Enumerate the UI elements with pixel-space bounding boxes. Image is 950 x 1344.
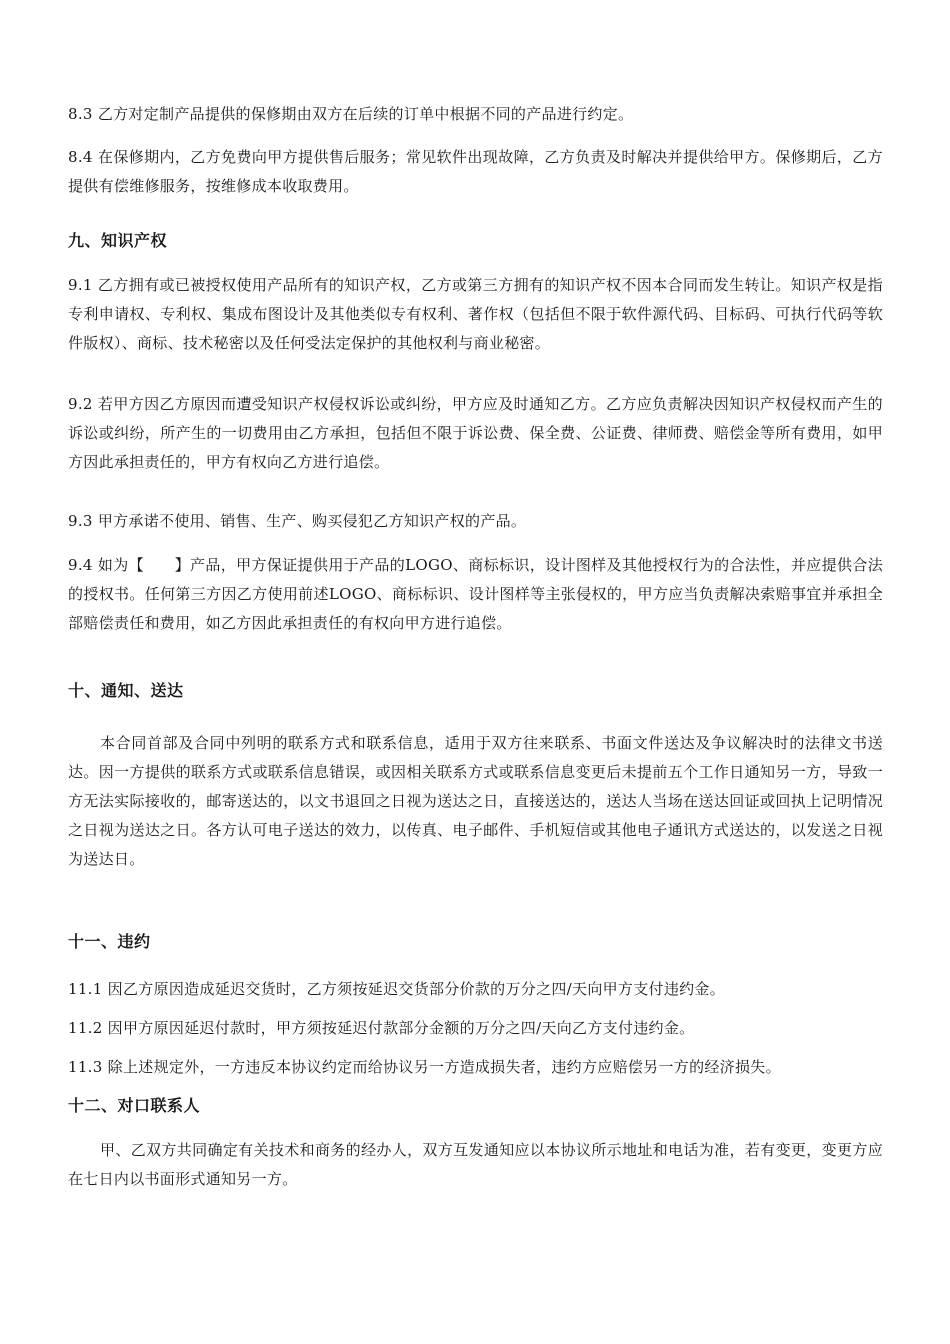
section-10-heading: 十、通知、送达 <box>68 681 184 700</box>
clause-8-4: 8.4 在保修期内，乙方免费向甲方提供售后服务；常见软件出现故障，乙方负责及时解决并提供给甲方。保修期后，乙方提供有偿维修服务，按维修成本收取费用。 <box>68 148 883 195</box>
clause-9-4: 9.4 如为【 】产品，甲方保证提供用于产品的LOGO、商标标识，设计图样及其他授权行为的合法性，并应提供合法的授权书。任何第三方因乙方使用前述LOGO、商标标识、设计图样等主张侵权的，甲方应当负责解决索赔事宜并承担全部赔偿责任和费用，如乙方因此承担责任的有权向甲方进行追偿。 <box>68 556 883 632</box>
clause-11-2: 11.2 因甲方原因延迟付款时，甲方须按延迟付款部分金额的万分之四/天向乙方支付违约金。 <box>68 1019 695 1037</box>
section-12-heading: 十二、对口联系人 <box>68 1096 201 1115</box>
clause-11-1: 11.1 因乙方原因造成延迟交货时，乙方须按延迟交货部分价款的万分之四/天向甲方支付违约金。 <box>68 980 726 998</box>
section-11-heading: 十一、违约 <box>68 932 151 951</box>
clause-11-3: 11.3 除上述规定外，一方违反本协议约定而给协议另一方造成损失者，违约方应赔偿另一方的经济损失。 <box>68 1058 781 1076</box>
clause-9-2: 9.2 若甲方因乙方原因而遭受知识产权侵权诉讼或纠纷，甲方应及时通知乙方。乙方应负责解决因知识产权侵权而产生的诉讼或纠纷，所产生的一切费用由乙方承担，包括但不限于诉讼费、保全费、公证费、律师费、赔偿金等所有费用，如甲方因此承担责任的，甲方有权向乙方进行追偿。 <box>68 395 883 471</box>
section-9-heading: 九、知识产权 <box>68 231 168 250</box>
clause-8-3: 8.3 乙方对定制产品提供的保修期由双方在后续的订单中根据不同的产品进行约定。 <box>68 105 634 123</box>
section-12-body: 甲、乙双方共同确定有关技术和商务的经办人，双方互发通知应以本协议所示地址和电话为准，若有变更，变更方应在七日内以书面形式通知另一方。 <box>68 1141 883 1188</box>
clause-9-1: 9.1 乙方拥有或已被授权使用产品所有的知识产权，乙方或第三方拥有的知识产权不因本合同而发生转让。知识产权是指专利申请权、专利权、集成布图设计及其他类似专有权利、著作权（包括但不限于软件源代码、目标码、可执行代码等软件版权）、商标、技术秘密以及任何受法定保护的其他权利与商业秘密。 <box>68 276 883 352</box>
section-10-body: 本合同首部及合同中列明的联系方式和联系信息，适用于双方往来联系、书面文件送达及争议解决时的法律文书送达。因一方提供的联系方式或联系信息错误，或因相关联系方式或联系信息变更后未提前五个工作日通知另一方，导致一方无法实际接收的，邮寄送达的，以文书退回之日视为送达之日，直接送达的，送达人当场在送达回证或回执上记明情况之日视为送达之日。各方认可电子送达的效力，以传真、电子邮件、手机短信或其他电子通讯方式送达的，以发送之日视为送达日。 <box>68 734 883 868</box>
clause-9-3: 9.3 甲方承诺不使用、销售、生产、购买侵犯乙方知识产权的产品。 <box>68 512 527 530</box>
